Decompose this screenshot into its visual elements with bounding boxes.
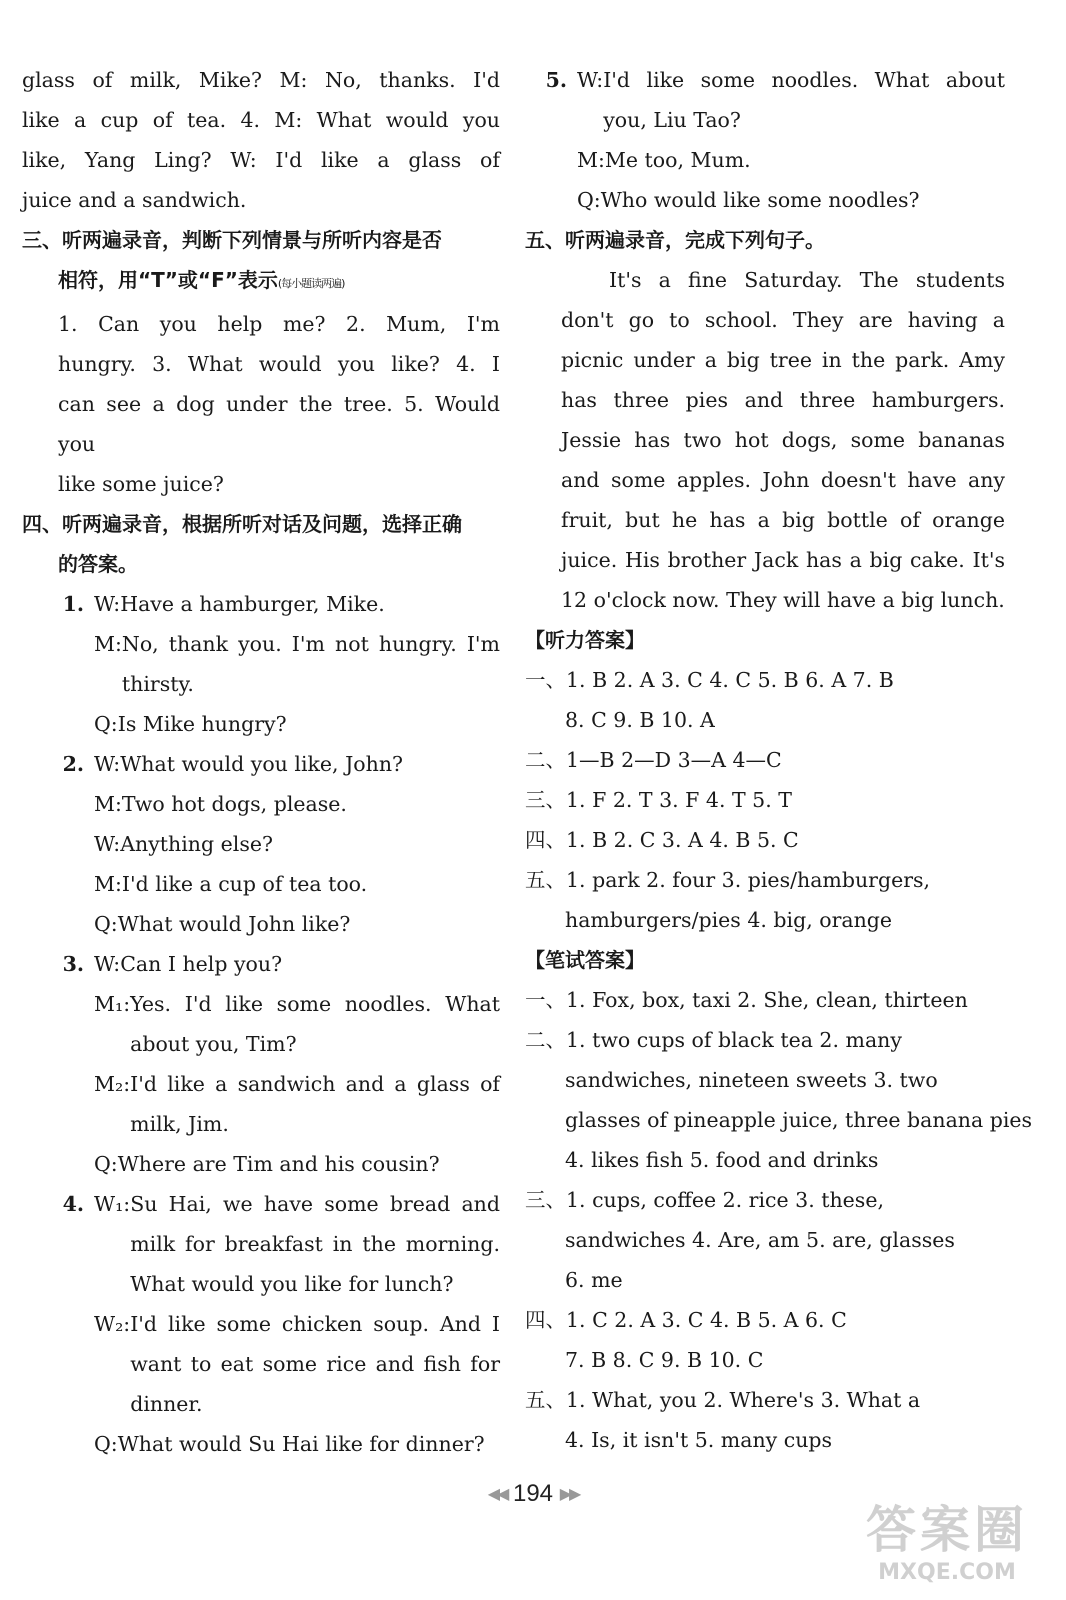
written-answers-title: 【笔试答案】	[525, 948, 645, 972]
answer-row: 二、1—B 2—D 3—A 4—C	[525, 748, 782, 772]
dialogue-text: Me too, Mum.	[604, 148, 751, 172]
dialogue-line	[22, 904, 500, 944]
answer-row: 4. Is, it isn't 5. many cups	[565, 1428, 833, 1452]
dialogue-line	[525, 140, 1005, 180]
item-number	[22, 904, 94, 944]
answer-row: 五、1. What, you 2. Where's 3. What a	[525, 1388, 921, 1412]
answer-row: 8. C 9. B 10. A	[565, 708, 715, 732]
text-line: juice and a sandwich.	[22, 188, 247, 212]
item-number	[22, 704, 94, 744]
dialogue-text: I'd like some noodles. What about you, Liu Tao?	[603, 68, 1005, 132]
item-number	[22, 864, 94, 904]
speaker-label: W:	[94, 952, 121, 976]
section-4-title-cont: 的答案。	[58, 552, 138, 576]
speaker-label: Q:	[94, 1432, 118, 1456]
dialogue-line	[525, 180, 1005, 220]
item-number	[22, 1064, 94, 1144]
dialogue-text: I'd like a cup of tea too.	[121, 872, 368, 896]
speaker-label: W:	[94, 832, 121, 856]
item-number: 2.	[62, 752, 84, 776]
speaker-label: M₂:	[94, 1072, 131, 1096]
right-column	[525, 60, 1033, 1460]
dialogue-text: Two hot dogs, please.	[121, 792, 347, 816]
left-column	[22, 60, 500, 1464]
watermark-url: MXQE.COM	[878, 1560, 1016, 1585]
dialogue-text: What would John like?	[117, 912, 351, 936]
speaker-label: M:	[94, 792, 122, 816]
dialogue-line	[22, 584, 500, 624]
written-answers	[525, 980, 1033, 1460]
item-number: 1.	[62, 592, 84, 616]
item-5-dialogue	[525, 60, 1005, 220]
dialogue-line	[22, 1424, 500, 1464]
answer-row: 一、1. B 2. A 3. C 4. C 5. B 6. A 7. B	[525, 668, 894, 692]
speaker-label: W₁:	[94, 1192, 131, 1216]
answer-row: 四、1. C 2. A 3. C 4. B 5. A 6. C	[525, 1308, 847, 1332]
section-3-note: (每小题读两遍)	[277, 277, 345, 290]
answer-row: 四、1. B 2. C 3. A 4. B 5. C	[525, 828, 799, 852]
answer-row: 二、1. two cups of black tea 2. many	[525, 1028, 902, 1052]
dialogue-text: What would you like, John?	[120, 752, 404, 776]
section-3-title-cont: 相符，用“T”或“F”表示(每小题读两遍)	[58, 268, 345, 292]
passage: It's a fine Saturday. The students don't go to school. They are having a picnic under a big tree in the park. Amy has three pies and three hamburgers. Jessie has two hot dogs, some bananas and some apples. John doesn't have any fruit, but he has a big bottle of orange juice. His brother Jack has a big cake. It's 12 o'clock now. They will have a big lunch.	[561, 268, 1005, 612]
answer-row: 4. likes fish 5. food and drinks	[565, 1148, 879, 1172]
prev-arrow-icon: ◀◀	[487, 1486, 507, 1503]
speaker-label: M:	[94, 872, 122, 896]
text-line: 1. Can you help me? 2. Mum, I'm	[58, 312, 500, 336]
answer-row: 7. B 8. C 9. B 10. C	[565, 1348, 764, 1372]
dialogue-text: Can I help you?	[120, 952, 283, 976]
dialogue-line	[22, 864, 500, 904]
section-4-title: 四、听两遍录音，根据所听对话及问题，选择正确	[22, 512, 462, 536]
text-line: like a cup of tea. 4. M: What would you	[22, 108, 500, 132]
text-line: can see a dog under the tree. 5. Would you	[58, 392, 500, 456]
item-number: 4.	[62, 1192, 84, 1216]
dialogue-line	[525, 60, 1005, 140]
answer-row: 三、1. F 2. T 3. F 4. T 5. T	[525, 788, 792, 812]
speaker-label: M:	[94, 632, 122, 656]
answer-row: 五、1. park 2. four 3. pies/hamburgers,	[525, 868, 931, 892]
dialogue-line	[22, 784, 500, 824]
dialogue-text: Have a hamburger, Mike.	[120, 592, 385, 616]
answer-row: sandwiches 4. Are, am 5. are, glasses	[565, 1228, 955, 1252]
item-number	[22, 1424, 94, 1464]
text-line: glass of milk, Mike? M: No, thanks. I'd	[22, 68, 500, 92]
item-number: 5.	[545, 68, 567, 92]
dialogue-text: Su Hai, we have some bread and milk for breakfast in the morning. What would you like for lunch?	[130, 1192, 500, 1296]
section-3-body	[22, 304, 500, 504]
dialogue-text: Yes. I'd like some noodles. What about you, Tim?	[130, 992, 500, 1056]
answer-row: 6. me	[565, 1268, 623, 1292]
dialogue-line	[22, 1184, 500, 1304]
answer-row: sandwiches, nineteen sweets 3. two	[565, 1068, 938, 1092]
dialogue-text: Anything else?	[120, 832, 273, 856]
dialogue-line	[22, 1144, 500, 1184]
next-arrow-icon: ▶▶	[559, 1486, 579, 1503]
dialogue-text: Who would like some noodles?	[600, 188, 920, 212]
dialogue-text: I'd like some chicken soup. And I want to eat some rice and fish for dinner.	[130, 1312, 500, 1416]
speaker-label: W:	[94, 752, 121, 776]
watermark-logo	[842, 1500, 1052, 1592]
answer-row: hamburgers/pies 4. big, orange	[565, 908, 893, 932]
dialogue-text: Is Mike hungry?	[117, 712, 287, 736]
watermark-logo-text: 答案圈	[866, 1501, 1028, 1559]
text-line: like some juice?	[58, 472, 224, 496]
speaker-label: W₂:	[94, 1312, 131, 1336]
speaker-label: Q:	[94, 912, 118, 936]
text-line: hungry. 3. What would you like? 4. I	[58, 352, 500, 376]
answer-row: glasses of pineapple juice, three banana pies	[565, 1108, 1033, 1132]
dialogue-text: Where are Tim and his cousin?	[117, 1152, 440, 1176]
item-number	[525, 180, 577, 220]
dialogue-text: I'd like a sandwich and a glass of milk, Jim.	[130, 1072, 500, 1136]
speaker-label: Q:	[577, 188, 601, 212]
listening-answers	[525, 660, 1005, 940]
dialogue-text: What would Su Hai like for dinner?	[117, 1432, 485, 1456]
dialogue-line	[22, 824, 500, 864]
section-3-title: 三、听两遍录音，判断下列情景与所听内容是否	[22, 228, 442, 252]
dialogue-line	[22, 1304, 500, 1424]
dialogue-text: No, thank you. I'm not hungry. I'm thirsty.	[121, 632, 500, 696]
dialogue-line	[22, 624, 500, 704]
speaker-label: W:	[577, 68, 604, 92]
speaker-label: Q:	[94, 712, 118, 736]
dialogue-line	[22, 944, 500, 984]
item-number	[22, 784, 94, 824]
dialogue-line	[22, 984, 500, 1064]
item-number	[22, 984, 94, 1064]
dialogue-line	[22, 744, 500, 784]
text-line: like, Yang Ling? W: I'd like a glass of	[22, 148, 500, 172]
speaker-label: W:	[94, 592, 121, 616]
answer-row: 一、1. Fox, box, taxi 2. She, clean, thirteen	[525, 988, 968, 1012]
item-number	[22, 1144, 94, 1184]
item-number	[525, 140, 577, 180]
answer-row: 三、1. cups, coffee 2. rice 3. these,	[525, 1188, 884, 1212]
item-number: 3.	[62, 952, 84, 976]
section-4-body	[22, 584, 500, 1464]
listening-answers-title: 【听力答案】	[525, 628, 645, 652]
speaker-label: M:	[577, 148, 605, 172]
dialogue-line	[22, 704, 500, 744]
speaker-label: M₁:	[94, 992, 131, 1016]
speaker-label: Q:	[94, 1152, 118, 1176]
item-number	[22, 624, 94, 704]
page-number: 194	[512, 1480, 554, 1507]
item-number	[22, 824, 94, 864]
item-number	[22, 1304, 94, 1424]
dialogue-line	[22, 1064, 500, 1144]
section-5-title: 五、听两遍录音，完成下列句子。	[525, 228, 825, 252]
